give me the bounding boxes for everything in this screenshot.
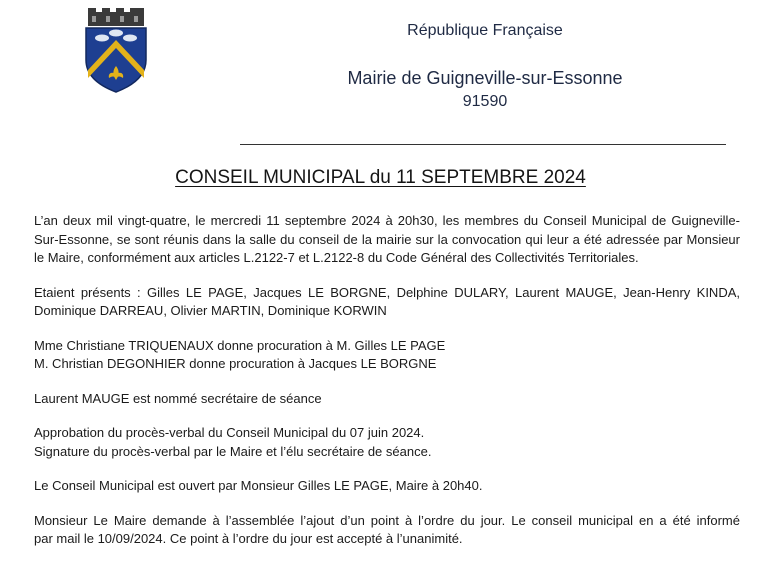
- header-postal-code: 91590: [462, 93, 508, 110]
- text-line: L’an deux mil vingt-quatre, le mercredi 11 septembre 2024 à 20h30, les membres du Conseil Municipal de Guigneville-: [34, 213, 740, 228]
- text-line: M. Christian DEGONHIER donne procuration à Jacques LE BORGNE: [34, 356, 437, 371]
- header-republique: République Française: [407, 22, 563, 39]
- text-line: le Maire, conformément aux articles L.2122-7 et L.2122-8 du Code Général des Collectivités Territoriales.: [34, 250, 639, 265]
- town-crest-icon: [80, 8, 152, 94]
- text-line: Approbation du procès-verbal du Conseil Municipal du 07 juin 2024.: [34, 425, 425, 440]
- text-line: Signature du procès-verbal par le Maire et l’élu secrétaire de séance.: [34, 443, 432, 459]
- header-mairie: Mairie de Guigneville-sur-Essonne: [347, 68, 623, 88]
- text-line: Le Conseil Municipal est ouvert par Monsieur Gilles LE PAGE, Maire à 20h40.: [34, 478, 483, 493]
- text-line: Mme Christiane TRIQUENAUX donne procuration à M. Gilles LE PAGE: [34, 337, 446, 353]
- text-line: Monsieur Le Maire demande à l’assemblée l’ajout d’un point à l’ordre du jour. Le conseil municipal en a été informé: [34, 512, 740, 528]
- document-title: CONSEIL MUNICIPAL du 11 SEPTEMBRE 2024: [175, 167, 586, 188]
- paragraph-opening: [34, 212, 740, 268]
- text-line: Etaient présents : Gilles LE PAGE, Jacques LE BORGNE, Delphine DULARY, Laurent MAUGE, Jean-Henry KINDA,: [34, 284, 740, 300]
- paragraph-attendees: [34, 284, 740, 321]
- paragraph-proxies: [34, 337, 740, 374]
- header-divider: [240, 144, 726, 145]
- document-body: [34, 212, 740, 565]
- paragraph-approval: [34, 424, 740, 461]
- paragraph-opening-session: [34, 477, 740, 496]
- text-line: Laurent MAUGE est nommé secrétaire de séance: [34, 390, 322, 406]
- text-line: Sur-Essonne, se sont réunis dans la salle du conseil de la mairie sur la convocation qui leur a été adressée par Monsieur: [34, 231, 740, 247]
- paragraph-secretary: [34, 390, 740, 409]
- text-line: par mail le 10/09/2024. Ce point à l’ordre du jour est accepté à l’unanimité.: [34, 531, 463, 546]
- paragraph-agenda: [34, 512, 740, 549]
- text-line: Dominique DARREAU, Olivier MARTIN, Dominique KORWIN: [34, 303, 387, 318]
